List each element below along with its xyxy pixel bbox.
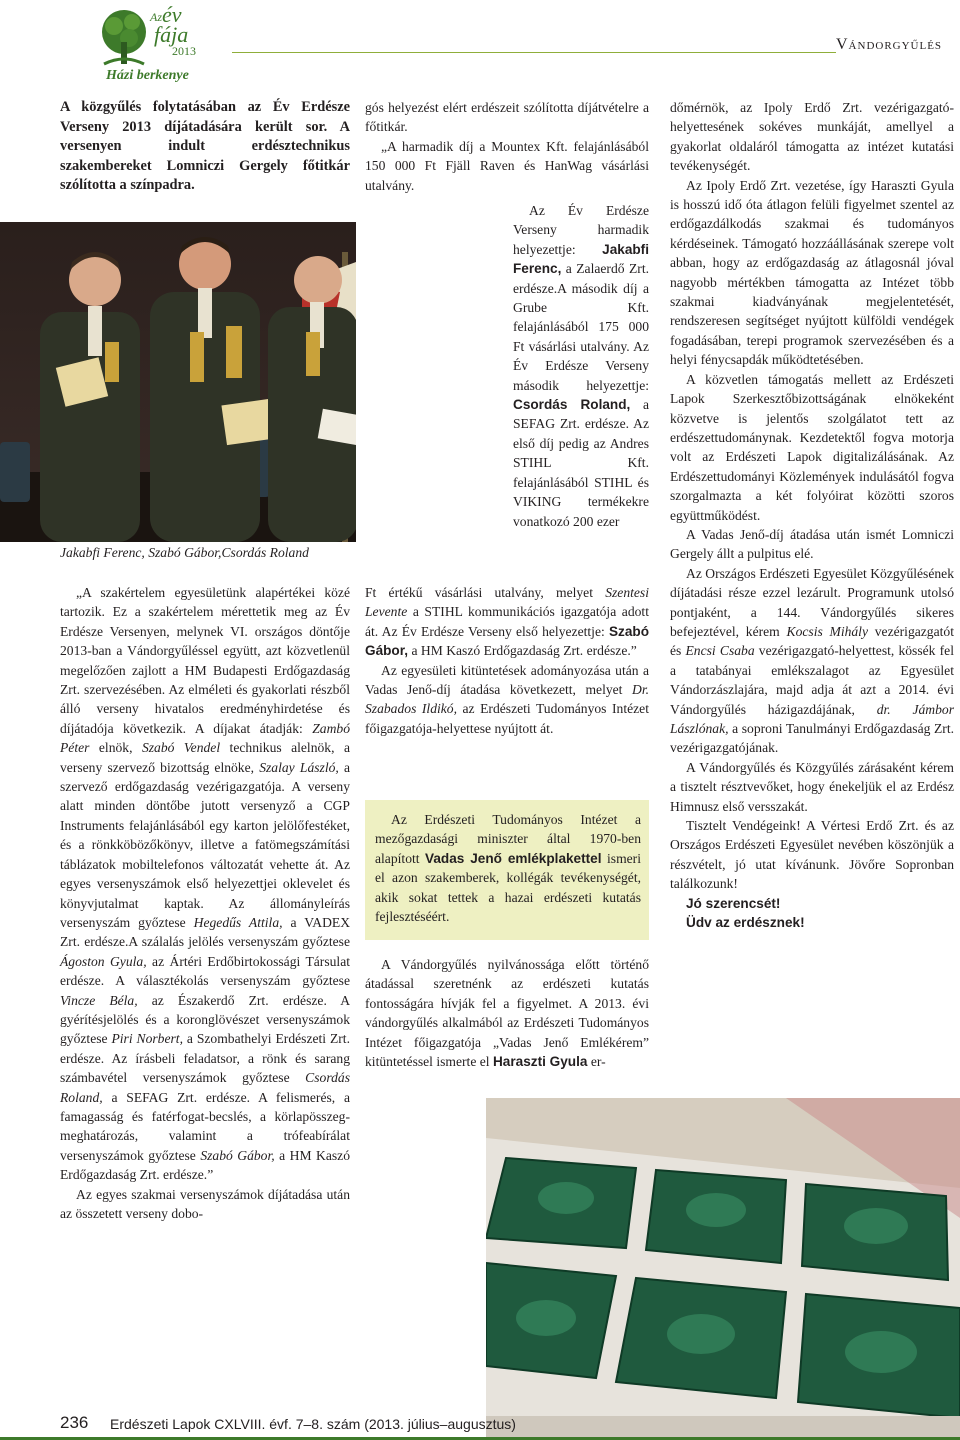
award-ceremony-illustration [0, 222, 356, 542]
year-tree-logo [96, 4, 206, 90]
paragraph: Az Ipoly Erdő Zrt. vezetése, így Haraszti Gyula is hosszú idő óta átlagon felüli figyelmet szentel az erdőgazdálkodás szakmai és tudományos kérdéseinek. Támogató hozzáállásának szerepe volt abban, hogy az erdőgazdaság az átlagosnál jóval nagyobb mértékben támogatta az Intézet több szakmai kiadványának megjelentetését, rendszeresen segítséget nyújtott külföldi vendégek fogadásában, terepi programok szervezésében és a helyi fénycsapdák működtetésében. [670, 177, 954, 368]
section-title: Vándorgyűlés [836, 36, 943, 53]
tree-logo-icon [96, 8, 152, 66]
page-number: 236 [60, 1413, 89, 1432]
highlight-box [365, 800, 649, 940]
paragraph: Az Év Erdésze Verseny harmadik helyezettje: Jakabfi Ferenc, a Zalaerdő Zrt. erdésze.A második díj a Grube Kft. felajánlásából 175 000 Ft vásárlási utalvány. Az Év Erdésze Verseny második helyezettje: Csordás Roland, a SEFAG Zrt. erdésze. Az első díj pedig az Andres STIHL Kft. felajánlásából STIHL és VIKING termékekre vonatkozó 200 ezer [513, 203, 650, 529]
logo-year: 2013 [172, 44, 196, 58]
award-ceremony-photo [0, 222, 356, 542]
paragraph: Az egyesületi kitüntetések adományozása után a Vadas Jenő-díj átadása következett, melyet Dr. Szabados Ildikó, az Erdészeti Tudományos Intézet főigazgatója-helyettese nyújtott át. [365, 662, 649, 736]
paragraph: A Vándorgyűlés és Közgyűlés zárásaként kérem a tisztelt résztvevőket, hogy énekeljük el az Erdész Himnusz első versszakát. [670, 759, 954, 814]
paragraph: dőmérnök, az Ipoly Erdő Zrt. vezérigazgató-helyettesének sokéves munkáját, amellyel a gyakorlat oldaláról támogatta az intézet kutatási tevékenységét. [670, 100, 954, 174]
header-rule [232, 52, 836, 53]
paragraph: A Vadas Jenő-díj átadása után ismét Lomniczi Gergely állt a pulpitus elé. [670, 526, 954, 562]
photo-caption: Jakabfi Ferenc, Szabó Gábor,Csordás Roland [60, 545, 309, 560]
logo-subtitle: Házi berkenye [106, 68, 189, 83]
closing-line: Üdv az erdésznek! [686, 915, 805, 931]
paragraph: gós helyezést elért erdészeit szólította díjátvételre a főtitkár. [365, 100, 649, 135]
column-2-bottom [365, 955, 649, 1071]
column-2-continued [365, 583, 649, 738]
logo-ev: év [162, 2, 182, 27]
journal-reference: Erdészeti Lapok CXLVIII. évf. 7–8. szám (2013. július–augusztus) [110, 1416, 516, 1432]
paragraph: Ft értékű vásárlási utalvány, melyet Szentesi Levente a STIHL kommunikációs igazgatója adott át. Az Év Erdésze Verseny első helyezettje: Szabó Gábor, a HM Kaszó Erdőgazdaság Zrt. erdésze.” [365, 585, 649, 659]
column-2-top [365, 98, 649, 195]
paragraph: Az egyes szakmai versenyszámok díjátadása után az összetett verseny dobo- [60, 1186, 350, 1221]
paragraph: Az Országos Erdészeti Egyesület Közgyűlésének díjátadási része ezzel lezárult. Programunk utolsó pontjaként, a 144. Vándorgyűlés sikeres befejeztével, kérem Kocsis Mihály vezérigazgatót és Encsi Csaba vezérigazgató-helyettest, kössék fel a tatabányai emlékszalagot az Egyesület Vándorzászlajára, majd adja át azt a 2014. évi Vándorgyűlés házigazdájának, dr. Jámbor Lászlónak, a soproni Tanulmányi Erdőgazdaság Zrt. vezérigazgatójának. [670, 565, 955, 756]
column-1 [60, 583, 350, 1223]
column-3 [670, 98, 954, 932]
closing-line: Jó szerencsét! [686, 895, 781, 911]
paragraph: A közvetlen támogatás mellett az Erdészeti Lapok Szerkesztőbizottságának elnökeként közvetve is jelentős szolgálatot tett az erdészettudománynak. Kezdetektől fogva motorja volt az Erdészeti Lapok digitalizálásának. Az Erdészettudományi Közlemények indulásától fogva szorgalmazta a két folyóirat közötti szoros együttműködést. [670, 371, 954, 523]
column-2-narrow [513, 201, 649, 531]
paragraph: A Vándorgyűlés nyilvánossága előtt történő átadással szeretnénk az erdészeti kutatás fontosságára hívják fel a figyelmet. A 2013. évi vándorgyűlés alkalmából az Erdészeti Tudományos Intézet főigazgatója „Vadas Jenő Emlékérem” kitüntetéssel ismerte el Haraszti Gyula er- [365, 957, 649, 1070]
paragraph: „A harmadik díj a Mountex Kft. felajánlásából 150 000 Ft Fjäll Raven és HanWag vásárlási utalvány. [365, 138, 649, 193]
logo-faja: fája [154, 22, 189, 47]
medal-cases-illustration [486, 1098, 960, 1440]
medal-cases-photo [486, 1098, 960, 1440]
paragraph: Tisztelt Vendégeink! A Vértesi Erdő Zrt. és az Országos Erdészeti Egyesület nevében köszönjük a részvételt, jó utat kívánunk. Jövőre Sopronban találkozunk! [670, 818, 954, 892]
lead-paragraph: A közgyűlés folytatásában az Év Erdésze Verseny 2013 díjátadására került sor. A versenyen indult erdésztechnikus szakembereket Lomniczi Gergely főtitkár szólította a színpadra. [60, 99, 350, 194]
box-text: Az Erdészeti Tudományos Intézet a mezőgazdasági miniszter által 1970-ben alapított Vadas Jenő emlékplakettel ismeri el azon szakemberek, kollégák tevékenységét, akik sokat tettek a hazai erdészeti kutatás fejlesztéséért. [375, 812, 641, 925]
logo-az: Az [150, 10, 162, 24]
paragraph: „A szakértelem egyesületünk alapértékei közé tartozik. Ez a szakértelem mérettetik meg az Év Erdésze Versenyen, melynek VI. országos döntője 2013-ban a Vándorgyűléssel együtt, azt közvetlenül megelőzően zajlott a HM Budapesti Erdőgazdaság Zrt. szervezésében. Az elméleti és gyakorlati részből álló verseny hivatalos eredményhirdetése és díjátadója következik. A díjakat átadják: Zambó Péter elnök, Szabó Vendel technikus alelnök, a verseny szervező bizottság elnöke, Szalay László, a szervező erdőgazdaság vezérigazgatója. A verseny alatt minden döntőbe jutott versenyző a CGP Instruments felajánlásából egy karton jelölőfestéket, és a rönkköbözőkönyv, illetve a fatömegszámítási táblázatok mobiltelefonos változatát vehette át. Az egyes versenyszámok első helyezettjei oklevelet és könyvjutalmat kaptak. Az állományleírás versenyszám győztese Hegedűs Attila, a VADEX Zrt. erdésze.A szálalás jelölés versenyszám győztese Ágoston Gyula, az Ártéri Erdőbirtokossági Társulat erdésze. A választékolás versenyszám győztese Vincze Béla, az Északerdő Zrt. erdésze. A gyérítésjelölés és a koronglövészet versenyszámok győztese Piri Norbert, a Szombathelyi Erdészeti Zrt. erdésze. Az írásbeli feladatsor, a rönk és sarang számbavétel versenyszámok győztese Csordás Roland, a SEFAG Zrt. erdésze. A felismerés, a famagasság és fatérfogat-becslés, a körlapösszeg-meghatározás, valamint a trófeabírálat versenyszámok győztese Szabó Gábor, a HM Kaszó Erdőgazdaság Zrt. erdésze.” [60, 585, 351, 1183]
